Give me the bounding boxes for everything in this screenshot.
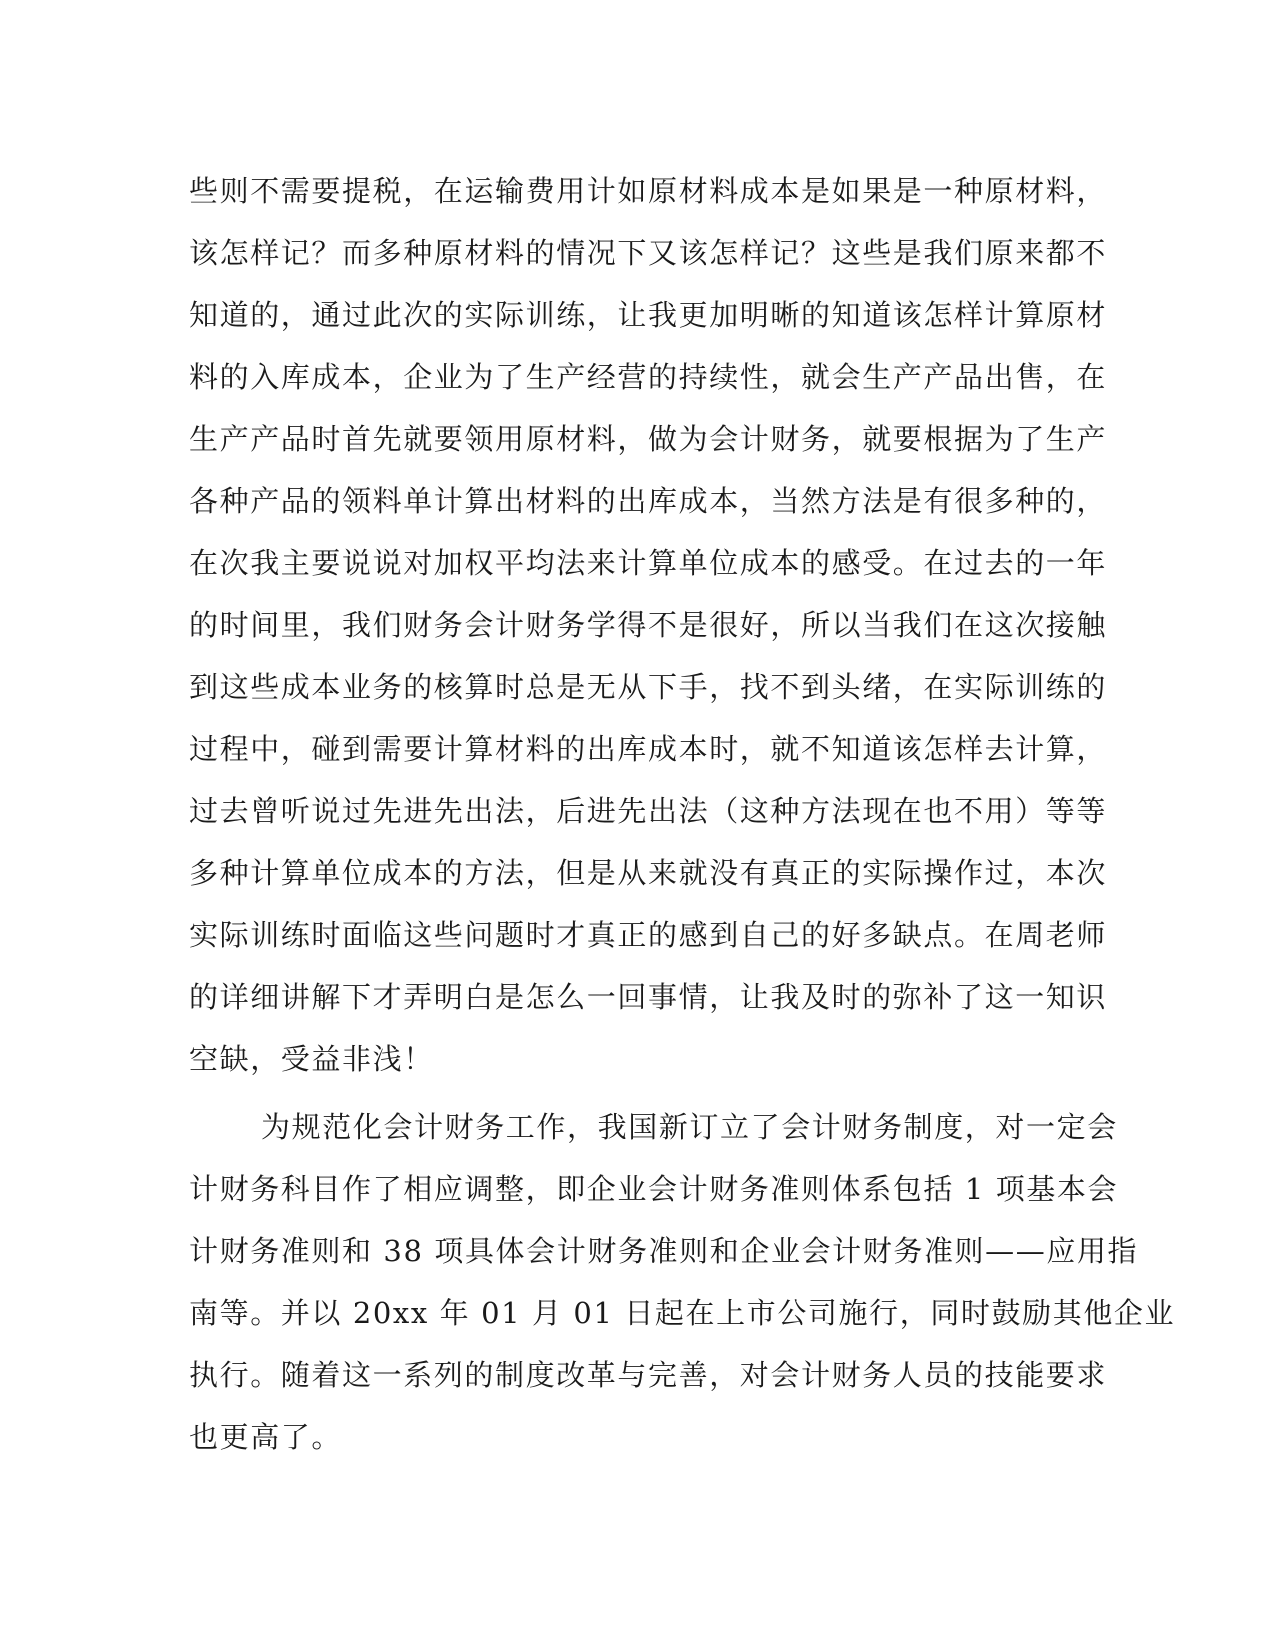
- text-line: 的详细讲解下才弄明白是怎么一回事情，让我及时的弥补了这一知识: [189, 980, 1108, 1014]
- text-line: 空缺，受益非浅！: [189, 1042, 434, 1076]
- text-line: 执行。随着这一系列的制度改革与完善，对会计财务人员的技能要求: [189, 1358, 1108, 1392]
- paragraph-1: [189, 160, 1108, 1090]
- text-line: 到这些成本业务的核算时总是无从下手，找不到头绪，在实际训练的: [189, 670, 1108, 704]
- text-line: 的时间里，我们财务会计财务学得不是很好，所以当我们在这次接触: [189, 608, 1108, 642]
- text-line: 计财务准则和 38 项具体会计财务准则和企业会计财务准则——应用指: [189, 1234, 1139, 1268]
- text-line: 料的入库成本，企业为了生产经营的持续性，就会生产产品出售，在: [189, 360, 1108, 394]
- text-line: 些则不需要提税，在运输费用计如原材料成本是如果是一种原材料，: [189, 174, 1108, 208]
- text-line: 南等。并以 20xx 年 01 月 01 日起在上市公司施行，同时鼓励其他企业: [189, 1296, 1176, 1330]
- text-line: 多种计算单位成本的方法，但是从来就没有真正的实际操作过，本次: [189, 856, 1108, 890]
- text-line: 知道的，通过此次的实际训练，让我更加明晰的知道该怎样计算原材: [189, 298, 1108, 332]
- text-line: 在次我主要说说对加权平均法来计算单位成本的感受。在过去的一年: [189, 546, 1108, 580]
- text-line: 实际训练时面临这些问题时才真正的感到自己的好多缺点。在周老师: [189, 918, 1108, 952]
- text-line: 过程中，碰到需要计算材料的出库成本时，就不知道该怎样去计算，: [189, 732, 1108, 766]
- text-line: 生产产品时首先就要领用原材料，做为会计财务，就要根据为了生产: [189, 422, 1108, 456]
- paragraph-2: [189, 1096, 1176, 1468]
- text-line-first: 为规范化会计财务工作，我国新订立了会计财务制度，对一定会: [261, 1110, 1118, 1144]
- text-line: 过去曾听说过先进先出法，后进先出法（这种方法现在也不用）等等: [189, 794, 1108, 828]
- text-line: 也更高了。: [189, 1420, 343, 1454]
- text-line: 计财务科目作了相应调整，即企业会计财务准则体系包括 1 项基本会: [189, 1172, 1119, 1206]
- text-line: 各种产品的领料单计算出材料的出库成本，当然方法是有很多种的，: [189, 484, 1108, 518]
- document-body: [189, 160, 1176, 1468]
- text-line: 该怎样记？而多种原材料的情况下又该怎样记？这些是我们原来都不: [189, 236, 1108, 270]
